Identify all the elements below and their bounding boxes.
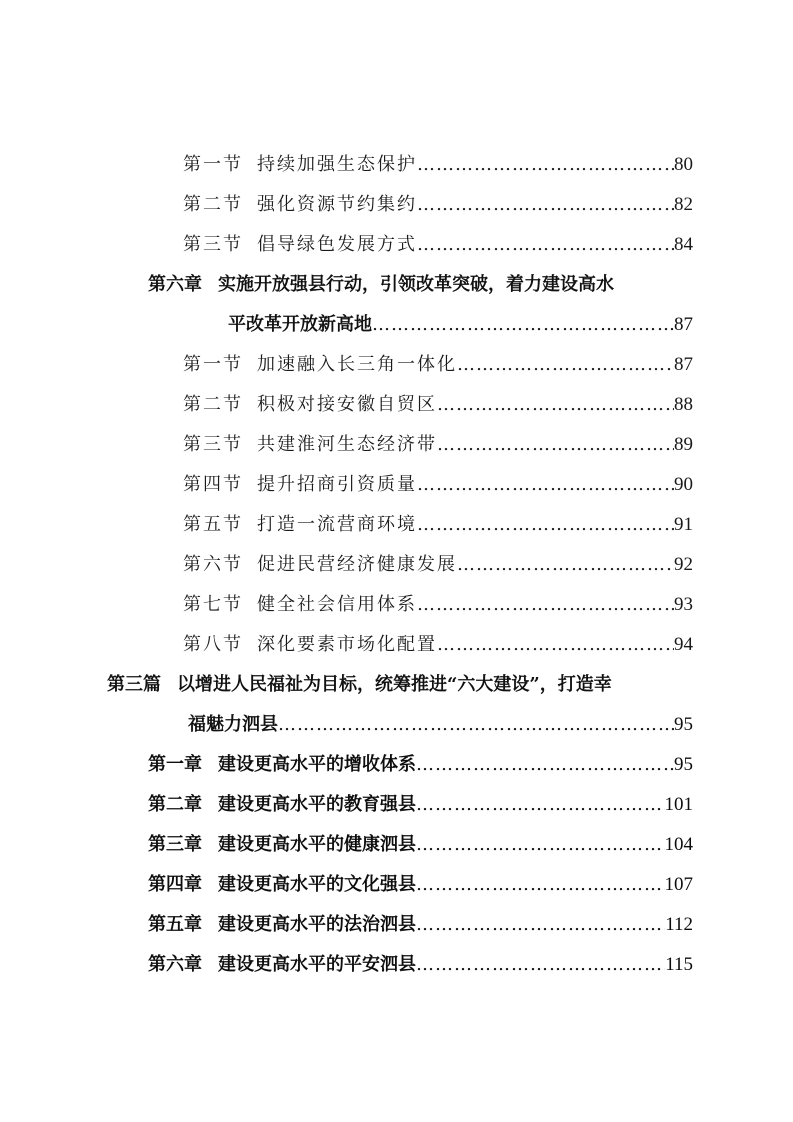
entry-page-number: 90 bbox=[674, 474, 693, 495]
entry-label: 第三节 bbox=[183, 434, 243, 455]
entry-title-continued: 福魅力泗县 bbox=[188, 714, 278, 735]
dot-leader bbox=[417, 150, 674, 180]
entry-label: 第一章 bbox=[148, 754, 202, 775]
toc-entry-section[interactable] bbox=[183, 150, 693, 180]
entry-title: 强化资源节约集约 bbox=[257, 194, 417, 215]
entry-title: 实施开放强县行动，引领改革突破，着力建设高水 bbox=[218, 274, 614, 295]
dot-leader bbox=[417, 190, 674, 220]
dot-leader bbox=[372, 310, 674, 340]
entry-page-number: 89 bbox=[674, 434, 693, 455]
toc-entry-chapter[interactable] bbox=[148, 790, 693, 820]
toc-entry-section[interactable] bbox=[183, 470, 693, 500]
entry-label: 第八节 bbox=[183, 634, 243, 655]
entry-title: 深化要素市场化配置 bbox=[257, 634, 437, 655]
entry-title: 加速融入长三角一体化 bbox=[257, 354, 457, 375]
entry-page-number: 94 bbox=[674, 634, 693, 655]
toc-entry-chapter[interactable] bbox=[148, 950, 693, 980]
dot-leader bbox=[417, 590, 674, 620]
entry-title: 持续加强生态保护 bbox=[257, 154, 417, 175]
toc-entry-part-line2[interactable] bbox=[188, 710, 693, 740]
toc-entry-chapter-line1[interactable] bbox=[148, 270, 614, 300]
entry-label: 第七节 bbox=[183, 594, 243, 615]
toc-entry-section[interactable] bbox=[183, 630, 693, 660]
toc-entry-chapter[interactable] bbox=[148, 910, 693, 940]
entry-page-number: 91 bbox=[674, 514, 693, 535]
toc-entry-section[interactable] bbox=[183, 590, 693, 620]
toc-entry-section[interactable] bbox=[183, 510, 693, 540]
entry-page-number: 80 bbox=[674, 154, 693, 175]
entry-label: 第二节 bbox=[183, 394, 243, 415]
entry-label: 第二节 bbox=[183, 194, 243, 215]
dot-leader bbox=[416, 950, 665, 980]
entry-title: 建设更高水平的教育强县 bbox=[218, 794, 416, 815]
entry-title: 倡导绿色发展方式 bbox=[257, 234, 417, 255]
entry-page-number: 93 bbox=[674, 594, 693, 615]
entry-label: 第三章 bbox=[148, 834, 202, 855]
entry-title: 建设更高水平的文化强县 bbox=[218, 874, 416, 895]
entry-label: 第三篇 bbox=[107, 674, 161, 695]
entry-label: 第四章 bbox=[148, 874, 202, 895]
entry-title: 打造一流营商环境 bbox=[257, 514, 417, 535]
entry-page-number: 104 bbox=[664, 834, 693, 855]
dot-leader bbox=[437, 390, 674, 420]
toc-entry-section[interactable] bbox=[183, 430, 693, 460]
entry-label: 第五节 bbox=[183, 514, 243, 535]
entry-title: 建设更高水平的法治泗县 bbox=[218, 914, 416, 935]
entry-label: 第三节 bbox=[183, 234, 243, 255]
dot-leader bbox=[417, 470, 674, 500]
toc-entry-chapter[interactable] bbox=[148, 830, 693, 860]
entry-page-number: 115 bbox=[665, 954, 693, 975]
dot-leader bbox=[416, 870, 665, 900]
entry-page-number: 82 bbox=[674, 194, 693, 215]
dot-leader bbox=[457, 550, 674, 580]
entry-label: 第二章 bbox=[148, 794, 202, 815]
toc-entry-section[interactable] bbox=[183, 390, 693, 420]
dot-leader bbox=[416, 790, 665, 820]
entry-page-number: 92 bbox=[674, 554, 693, 575]
toc-entry-section[interactable] bbox=[183, 350, 693, 380]
dot-leader bbox=[417, 230, 674, 260]
toc-entry-section[interactable] bbox=[183, 190, 693, 220]
entry-page-number: 84 bbox=[674, 234, 693, 255]
toc-entry-part-line1[interactable] bbox=[107, 670, 612, 700]
entry-title: 建设更高水平的增收体系 bbox=[218, 754, 416, 775]
toc-entry-section[interactable] bbox=[183, 230, 693, 260]
dot-leader bbox=[416, 830, 665, 860]
entry-page-number: 95 bbox=[674, 714, 693, 735]
entry-title: 共建淮河生态经济带 bbox=[257, 434, 437, 455]
entry-label: 第四节 bbox=[183, 474, 243, 495]
dot-leader bbox=[278, 710, 674, 740]
entry-title: 提升招商引资质量 bbox=[257, 474, 417, 495]
entry-page-number: 87 bbox=[674, 354, 693, 375]
toc-entry-section[interactable] bbox=[183, 550, 693, 580]
entry-page-number: 95 bbox=[674, 754, 693, 775]
entry-title: 建设更高水平的平安泗县 bbox=[218, 954, 416, 975]
toc-entry-chapter-line2[interactable] bbox=[228, 310, 693, 340]
entry-label: 第六节 bbox=[183, 554, 243, 575]
entry-title: 积极对接安徽自贸区 bbox=[257, 394, 437, 415]
dot-leader bbox=[416, 910, 665, 940]
entry-title-continued: 平改革开放新高地 bbox=[228, 314, 372, 335]
toc-entry-chapter[interactable] bbox=[148, 870, 693, 900]
dot-leader bbox=[437, 430, 674, 460]
dot-leader bbox=[437, 630, 674, 660]
entry-label: 第一节 bbox=[183, 154, 243, 175]
entry-page-number: 101 bbox=[664, 794, 693, 815]
entry-label: 第五章 bbox=[148, 914, 202, 935]
entry-page-number: 112 bbox=[665, 914, 693, 935]
entry-title: 促进民营经济健康发展 bbox=[257, 554, 457, 575]
entry-page-number: 107 bbox=[664, 874, 693, 895]
dot-leader bbox=[417, 510, 674, 540]
dot-leader bbox=[457, 350, 674, 380]
entry-page-number: 88 bbox=[674, 394, 693, 415]
entry-label: 第一节 bbox=[183, 354, 243, 375]
dot-leader bbox=[416, 750, 674, 780]
entry-title: 以增进人民福祉为目标，统筹推进“六大建设”，打造幸 bbox=[177, 674, 612, 695]
entry-title: 建设更高水平的健康泗县 bbox=[218, 834, 416, 855]
entry-label: 第六章 bbox=[148, 274, 202, 295]
entry-page-number: 87 bbox=[674, 314, 693, 335]
entry-label: 第六章 bbox=[148, 954, 202, 975]
toc-entry-chapter[interactable] bbox=[148, 750, 693, 780]
entry-title: 健全社会信用体系 bbox=[257, 594, 417, 615]
